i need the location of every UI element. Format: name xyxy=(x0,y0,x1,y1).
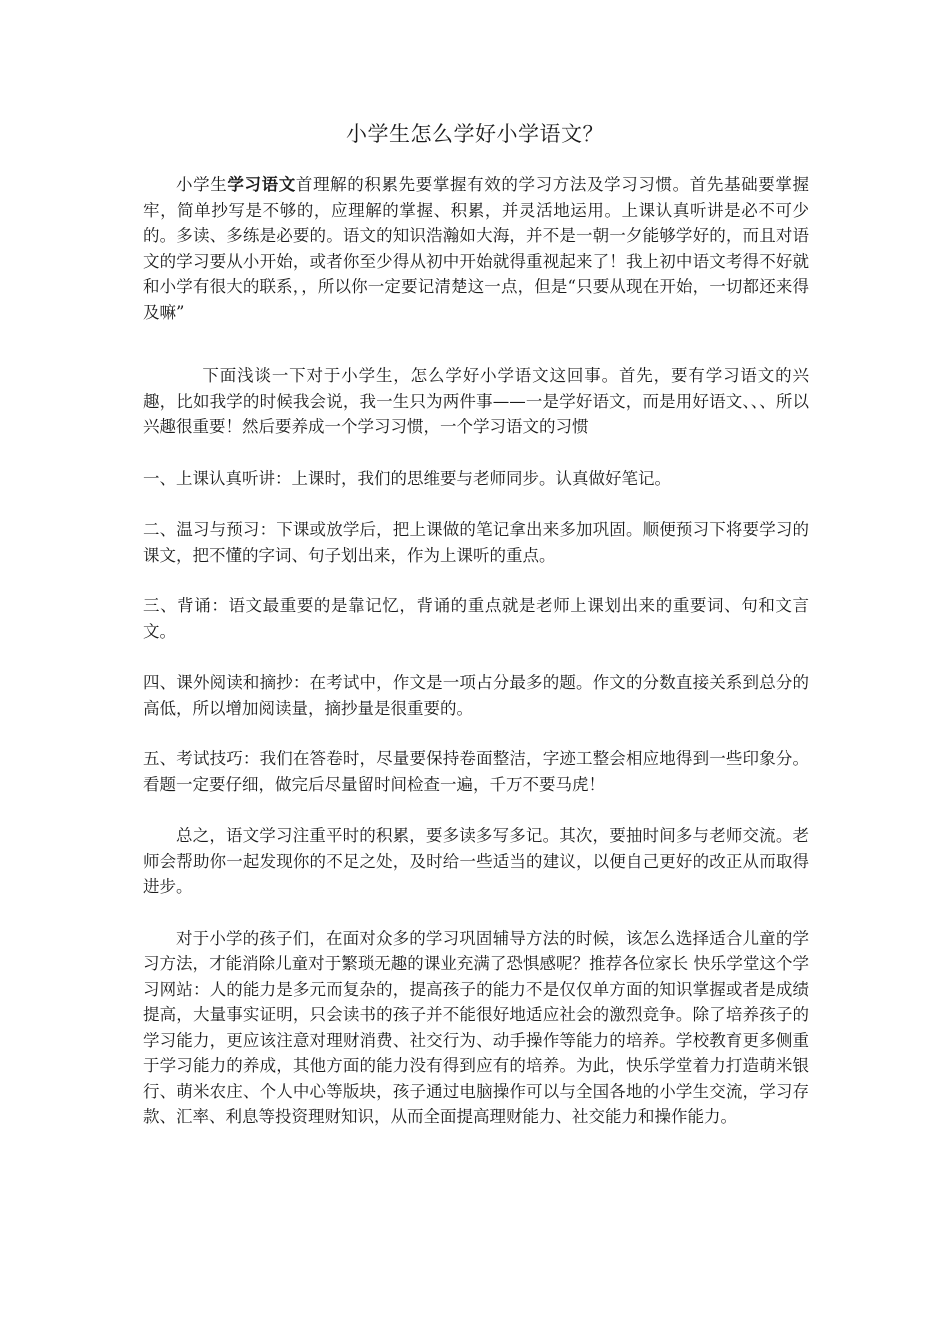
list-item-2: 二、温习与预习：下课或放学后，把上课做的笔记拿出来多加巩固。顺便预习下将要学习的课文，把不懂的字词、句子划出来，作为上课听的重点。 xyxy=(143,520,809,565)
list-item-5: 五、考试技巧：我们在答卷时，尽量要保持卷面整洁，字迹工整会相应地得到一些印象分。看题一定要仔细，做完后尽量留时间检查一遍，千万不要马虎！ xyxy=(143,749,809,794)
paragraph-interest: 下面浅谈一下对于小学生，怎么学好小学语文这回事。首先，要有学习语文的兴趣，比如我学的时候我会说，我一生只为两件事——一是学好语文，而是用好语文、、、所以兴趣很重要！然后要养成一个学习习惯，一个学习语文的习惯 xyxy=(143,366,809,436)
document-body xyxy=(143,172,809,1130)
intro-paragraph xyxy=(143,172,809,325)
closing-paragraph: 对于小学的孩子们，在面对众多的学习巩固辅导方法的时候，该怎么选择适合儿童的学习方法，才能消除儿童对于繁琐无趣的课业充满了恐惧感呢？推荐各位家长 快乐学堂这个学习网站：人的能力是多元而复杂的，提高孩子的能力不是仅仅单方面的知识掌握或者是成绩提高，大量事实证明，只会读书的孩子并不能很好地适应社会的激烈竞争。除了培养孩子的学习能力，更应该注意对理财消费、社交行为、动手操作等能力的培养。学校教育更多侧重于学习能力的养成，其他方面的能力没有得到应有的培养。为此，快乐学堂着力打造萌米银行、萌米农庄、个人中心等版块，孩子通过电脑操作可以与全国各地的小学生交流，学习存款、汇率、利息等投资理财知识，从而全面提高理财能力、社交能力和操作能力。 xyxy=(143,928,809,1126)
intro-rest: 首理解的积累先要掌握有效的学习方法及学习习惯。首先基础要掌握牢，简单抄写是不够的，应理解的掌握、积累，并灵活地运用。上课认真听讲是必不可少的。多读、多练是必要的。语文的知识浩瀚如大海，并不是一朝一夕能够学好的，而且对语文的学习要从小开始，或者你至少得从初中开始就得重视起来了！我上初中语文考得不好就和小学有很大的联系，，所以你一定要记清楚这一点，但是“只要从现在开始，一切都还来得及嘛” xyxy=(143,175,809,322)
list-item-4: 四、课外阅读和摘抄：在考试中，作文是一项占分最多的题。作文的分数直接关系到总分的高低，所以增加阅读量，摘抄量是很重要的。 xyxy=(143,673,809,718)
document-title: 小学生怎么学好小学语文？ xyxy=(346,122,604,146)
summary-paragraph: 总之，语文学习注重平时的积累，要多读多写多记。其次，要抽时间多与老师交流。老师会帮助你一起发现你的不足之处，及时给一些适当的建议，以便自己更好的改正从而取得进步。 xyxy=(143,826,809,896)
intro-bold-keyword: 学习语文 xyxy=(227,175,296,194)
list-item-3: 三、背诵：语文最重要的是靠记忆，背诵的重点就是老师上课划出来的重要词、句和文言文。 xyxy=(143,596,809,641)
intro-lead: 小学生 xyxy=(176,175,228,194)
list-item-1: 一、上课认真听讲：上课时，我们的思维要与老师同步。认真做好笔记。 xyxy=(143,468,671,488)
